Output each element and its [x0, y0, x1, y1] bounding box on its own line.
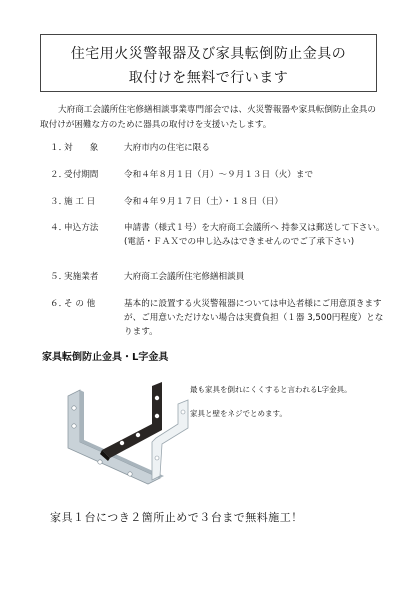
item-number: ２．	[50, 170, 68, 180]
item-label: 対 象	[64, 143, 99, 153]
free-installation-note: 家具１台につき２箇所止めで３台まで無料施工！	[50, 511, 303, 524]
title-box	[40, 34, 377, 92]
bracket-note: 家具と壁をネジでとめます。	[190, 409, 287, 418]
item-value: 申請書（様式１号）を大府商工会議所へ 持参又は郵送して下さい。(電話・ＦＡＸでの申し込みはできませんのでご了承下さい)	[124, 223, 385, 247]
item-number: ５．	[50, 272, 68, 282]
item-label: そ の 他	[64, 299, 96, 309]
item-label: 施 工 日	[64, 197, 96, 207]
bracket-description: 最も家具を倒れにくくすると言われるL字金具。	[190, 385, 352, 394]
l-bracket-image	[60, 378, 195, 488]
title-line-1: 住宅用火災警報器及び家具転倒防止金具の	[70, 46, 347, 62]
item-value: 令和４年９月１７日（土）・１８日（日）	[124, 197, 283, 207]
item-value: 大府市内の住宅に限る	[124, 143, 210, 153]
item-number: ４．	[50, 223, 68, 233]
item-label: 受付期間	[64, 170, 99, 180]
section-title: 家具転倒防止金具・L字金具	[42, 352, 169, 363]
light-bracket	[68, 390, 164, 484]
item-value: 大府商工会議所住宅修繕相談員	[124, 272, 245, 282]
item-number: １．	[50, 143, 68, 153]
item-value: 基本的に設置する火災警報器については申込者様にご用意頂きますが、ご用意いただけない場合は実費負担（１器 3,500円程度）となります。	[124, 299, 384, 337]
item-number: ６．	[50, 299, 68, 309]
item-label: 実施業者	[64, 272, 99, 282]
intro-paragraph: 大府商工会議所住宅修繕相談事業専門部会では、火災警報器や家具転倒防止金具の取付けが困難な方のために器具の取付けを支援いたします。	[40, 105, 376, 130]
item-label: 申込方法	[64, 223, 99, 233]
item-number: ３．	[50, 197, 68, 207]
title-line-2: 取付けを無料で行います	[128, 70, 289, 86]
item-value: 令和４年８月１日（月）～９月１３日（火）まで	[124, 170, 314, 180]
